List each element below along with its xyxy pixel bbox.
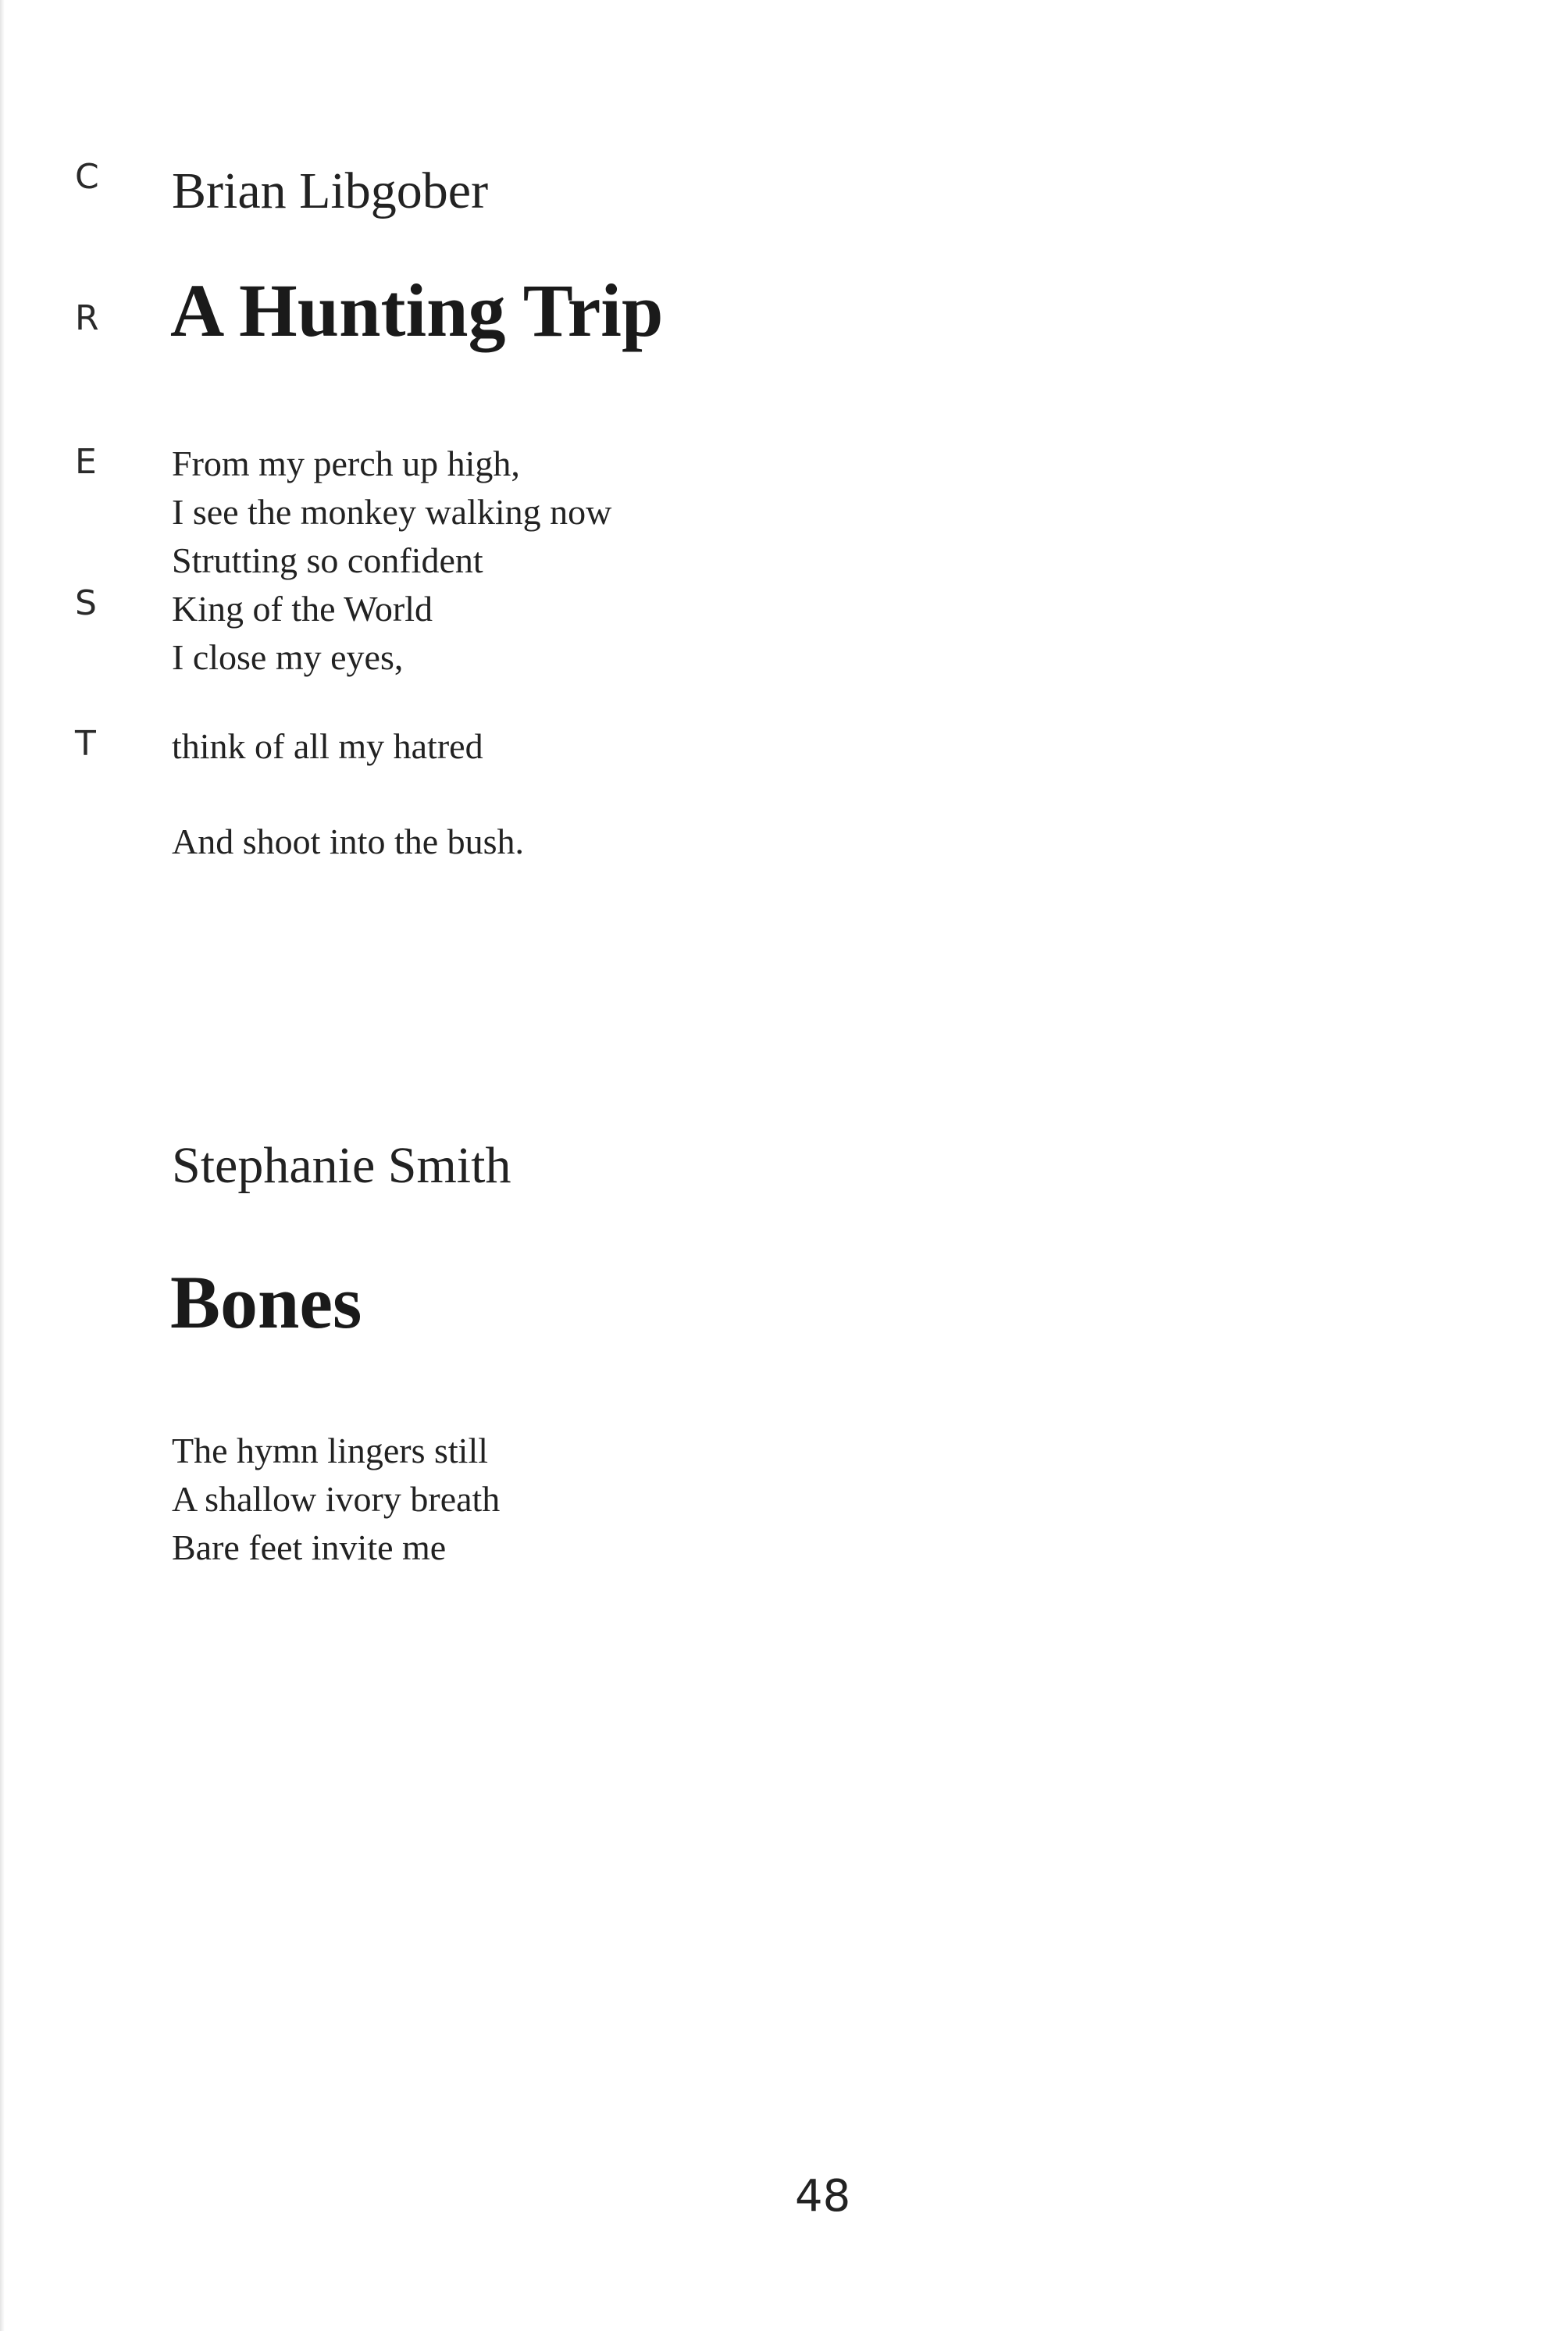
poem-line: Bare feet invite me	[172, 1527, 447, 1567]
crest-letter-r: R	[75, 298, 99, 338]
page-edge	[0, 0, 5, 2331]
poem-line: King of the World	[172, 589, 433, 629]
poem1-author: Brian Libgober	[172, 162, 489, 219]
poem-line: think of all my hatred	[172, 726, 483, 766]
poem-line: A shallow ivory breath	[172, 1479, 501, 1519]
poem1-stanza-2	[172, 722, 483, 771]
poem-line: And shoot into the bush.	[172, 822, 525, 861]
poem2-author: Stephanie Smith	[172, 1137, 511, 1194]
crest-letter-e: E	[75, 442, 97, 482]
poem-line: I see the monkey walking now	[172, 492, 612, 532]
poem2-stanza-1	[172, 1427, 500, 1572]
poem1-stanza-3	[172, 818, 524, 866]
crest-letter-t: T	[75, 724, 96, 764]
poem2-title: Bones	[170, 1260, 362, 1344]
poem1-stanza-1	[172, 440, 611, 682]
page-number: 48	[795, 2171, 851, 2222]
crest-letter-s: S	[75, 583, 97, 623]
poem-line: From my perch up high,	[172, 444, 520, 483]
poem1-title: A Hunting Trip	[170, 269, 664, 352]
crest-letter-c: C	[75, 157, 99, 197]
poem-line: The hymn lingers still	[172, 1431, 489, 1470]
poem-line: Strutting so confident	[172, 540, 483, 580]
poem-line: I close my eyes,	[172, 637, 404, 677]
